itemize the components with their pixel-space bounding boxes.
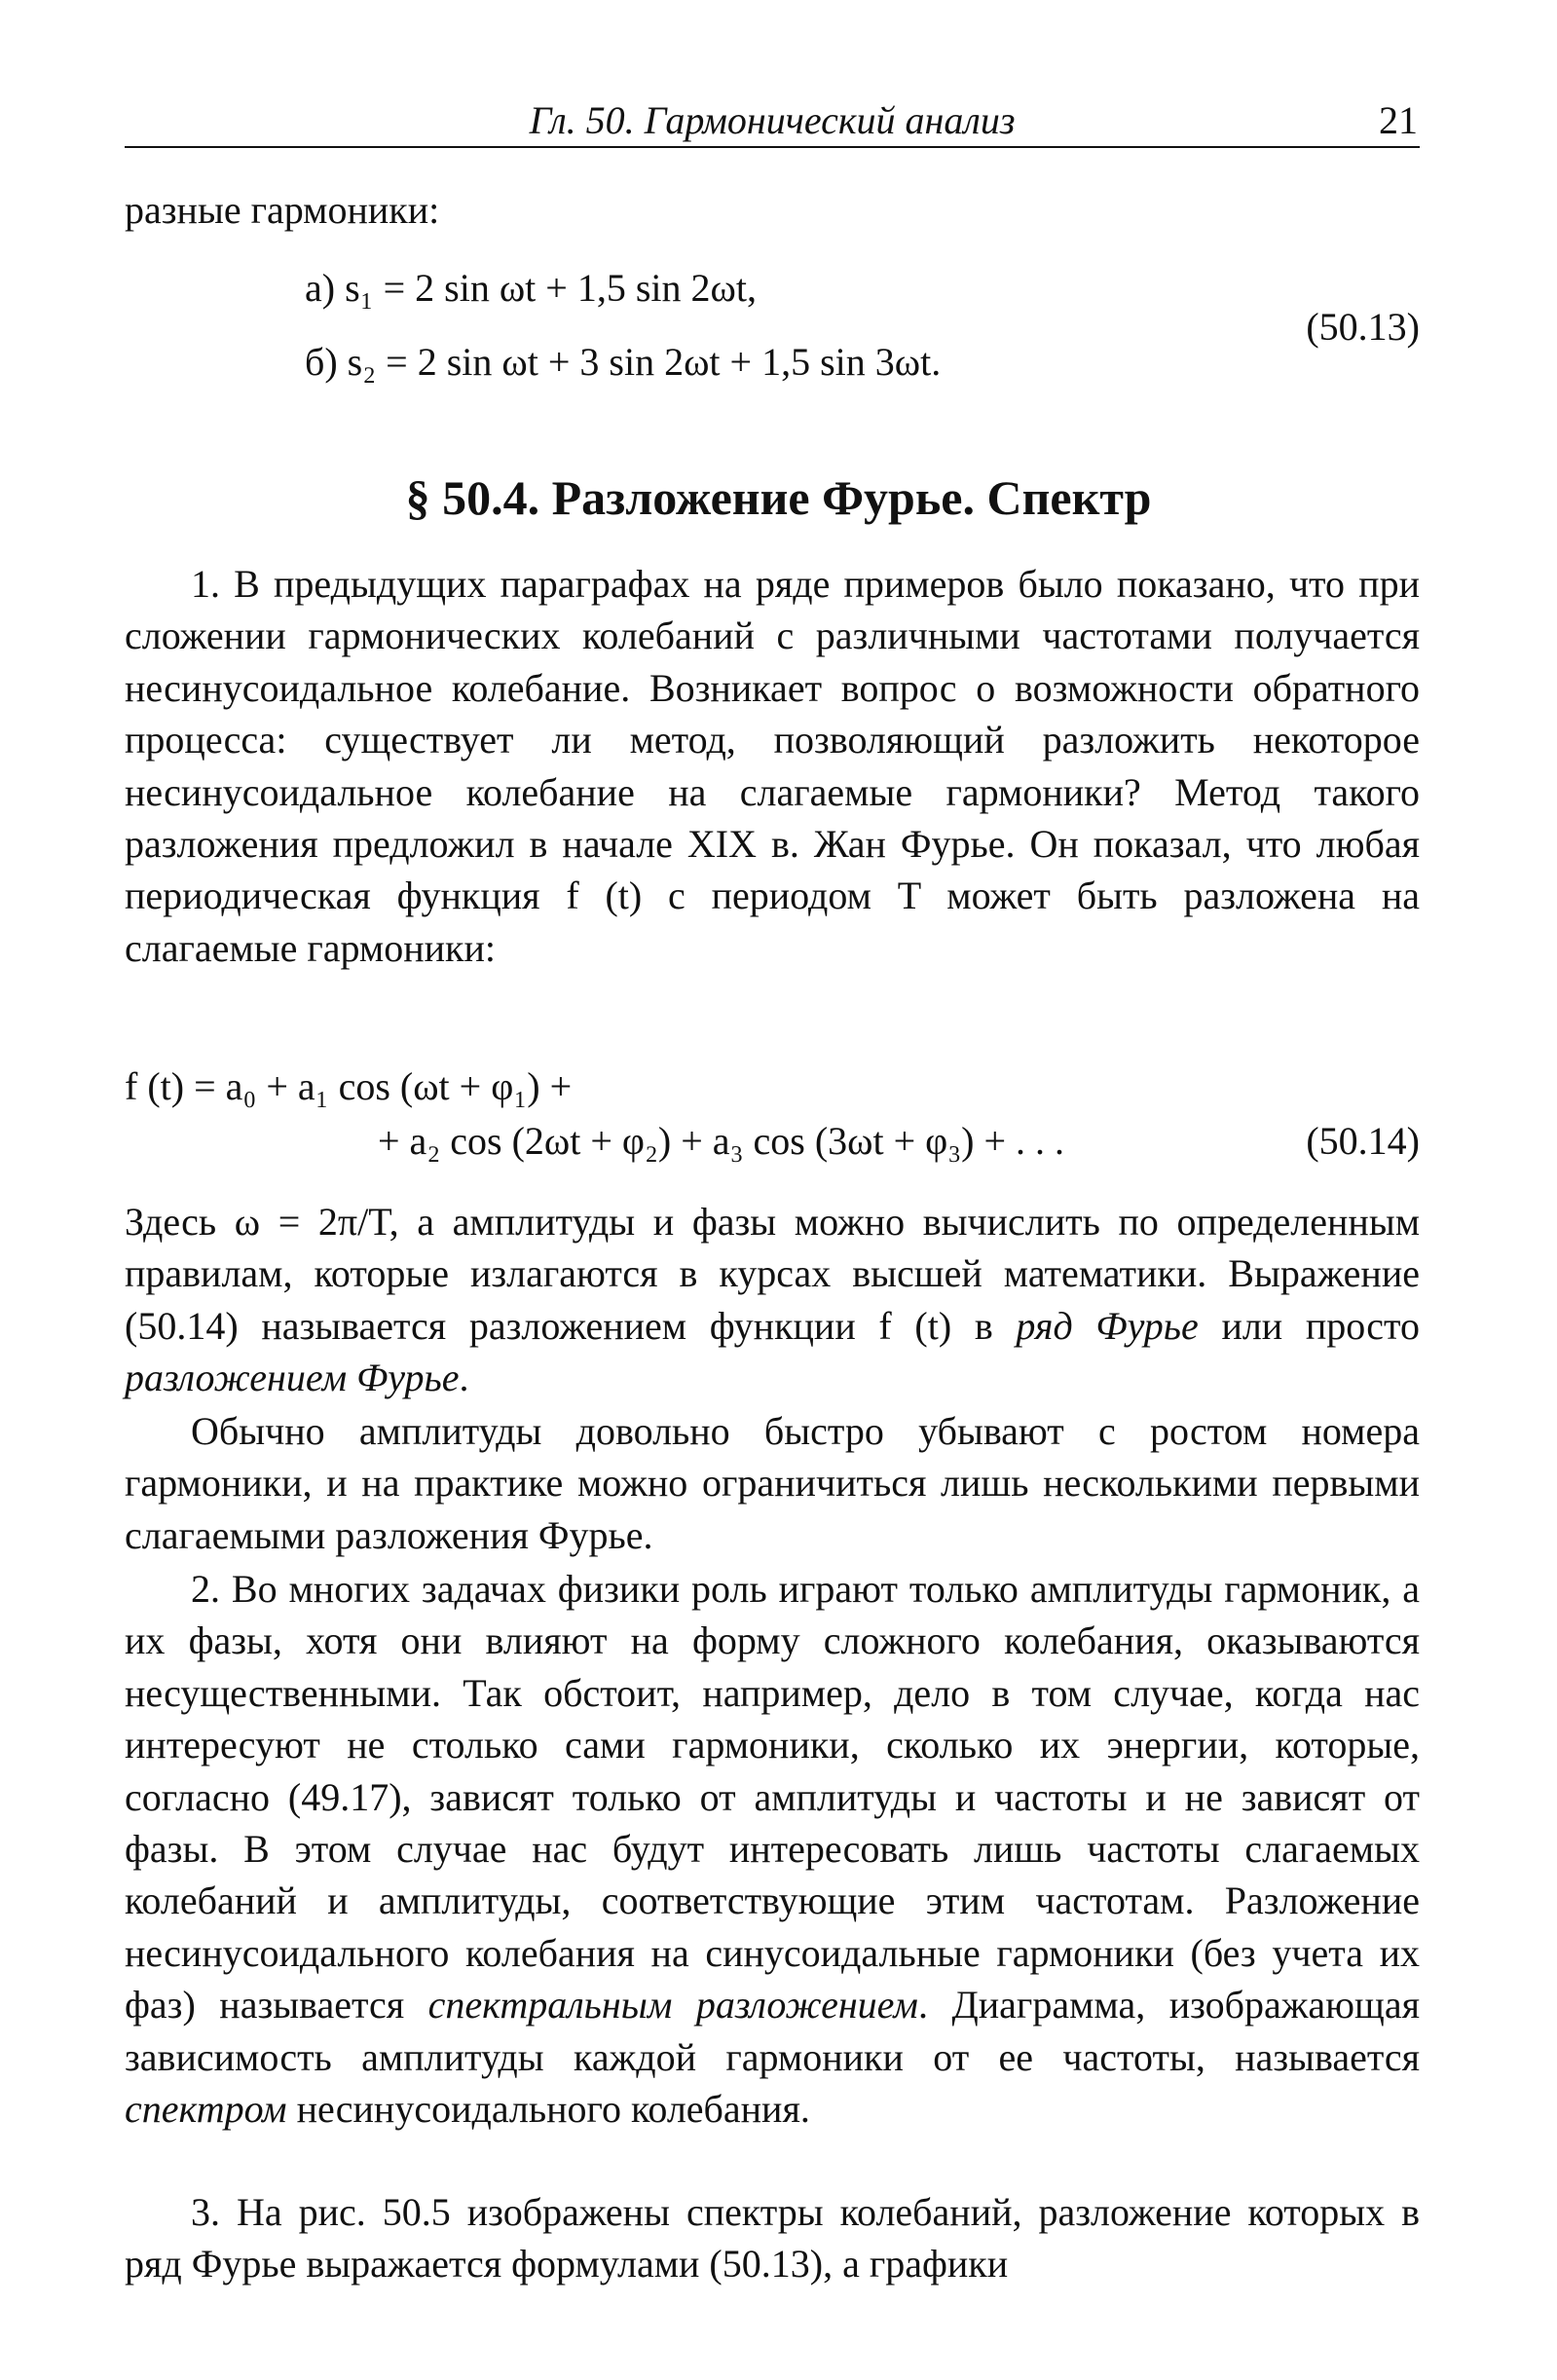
paragraph-3: Обычно амплитуды довольно быстро убывают с ростом номера гармоники, и на практике можно ограничиться лишь несколькими первыми слагаемыми разложения Фурье. <box>125 1409 1420 1557</box>
term-fourier-series: ряд Фурье <box>1016 1303 1199 1348</box>
equation-50-14-line1: f (t) = a₀ + a₁ cos (ωt + φ₁) + <box>125 1064 573 1108</box>
paragraph-2-text-3: . <box>459 1356 469 1400</box>
term-spectral-decomposition: спектральным разложением <box>427 1983 918 2027</box>
paragraph-1: 1. В предыдущих параграфах на ряде примеров было показано, что при сложении гармонических колебаний с различными частотами получается несинусоидальное колебание. Возникает вопрос о возможности обратного процесса: существует ли метод, позволяющий разложить некоторое несинусоидальное колебание на слагаемые гармоники? Метод такого разложения предложил в начале XIX в. Жан Фурье. Он показал, что любая периодическая функция f (t) с периодом T может быть разложена на слагаемые гармоники: <box>125 562 1420 970</box>
equation-50-13-a: а) s₁ = 2 sin ωt + 1,5 sin 2ωt, <box>305 266 757 310</box>
equation-number-50-13: (50.13) <box>1306 305 1420 349</box>
paragraph-4 <box>125 1563 1420 2135</box>
paragraph-5: 3. На рис. 50.5 изображены спектры колебаний, разложение которых в ряд Фурье выражается формулами (50.13), а графики <box>125 2190 1420 2287</box>
intro-line: разные гармоники: <box>125 188 440 232</box>
term-fourier-expansion: разложением Фурье <box>125 1356 460 1400</box>
page-number: 21 <box>1379 98 1418 142</box>
paragraph-4-text-2: . Диаграмма, изображающая зависимость амплитуды каждой гармоники от ее частоты, называется <box>125 1983 1421 2079</box>
paragraph-2 <box>125 1196 1420 1404</box>
paragraph-2-text-2: или просто <box>1198 1303 1421 1348</box>
equation-50-14-line2: + a₂ cos (2ωt + φ₂) + a₃ cos (3ωt + φ₃) + . . . <box>378 1119 1065 1163</box>
section-title: § 50.4. Разложение Фурье. Спектр <box>405 470 1152 525</box>
paragraph-2-text-1: Здесь ω = 2π/T, а амплитуды и фазы можно вычислить по определенным правилам, которые излагаются в курсах высшей математики. Выражение (50.14) называется разложением функции f (t) в <box>125 1200 1420 1348</box>
equation-number-50-14: (50.14) <box>1306 1119 1420 1163</box>
paragraph-4-text-3: несинусоидального колебания. <box>286 2087 810 2132</box>
header-title: Гл. 50. Гармонический анализ <box>529 98 1016 142</box>
term-spectrum: спектром <box>125 2087 287 2132</box>
running-header <box>125 95 1420 148</box>
paragraph-4-text-1: 2. Во многих задачах физики роль играют только амплитуды гармоник, а их фазы, хотя они влияют на форму сложного колебания, оказываются несущественными. Так обстоит, например, дело в том случае, когда нас интересуют не столько сами гармоники, сколько их энергии, которые, согласно (49.17), зависят только от амплитуды и частоты и не зависят от фазы. В этом случае нас будут интересовать лишь частоты слагаемых колебаний и амплитуды, соответствующие этим частотам. Разложение несинусоидального колебания на синусоидальные гармоники (без учета их фаз) называется <box>125 1567 1420 2027</box>
equation-50-13-b: б) s₂ = 2 sin ωt + 3 sin 2ωt + 1,5 sin 3ωt. <box>305 340 942 384</box>
